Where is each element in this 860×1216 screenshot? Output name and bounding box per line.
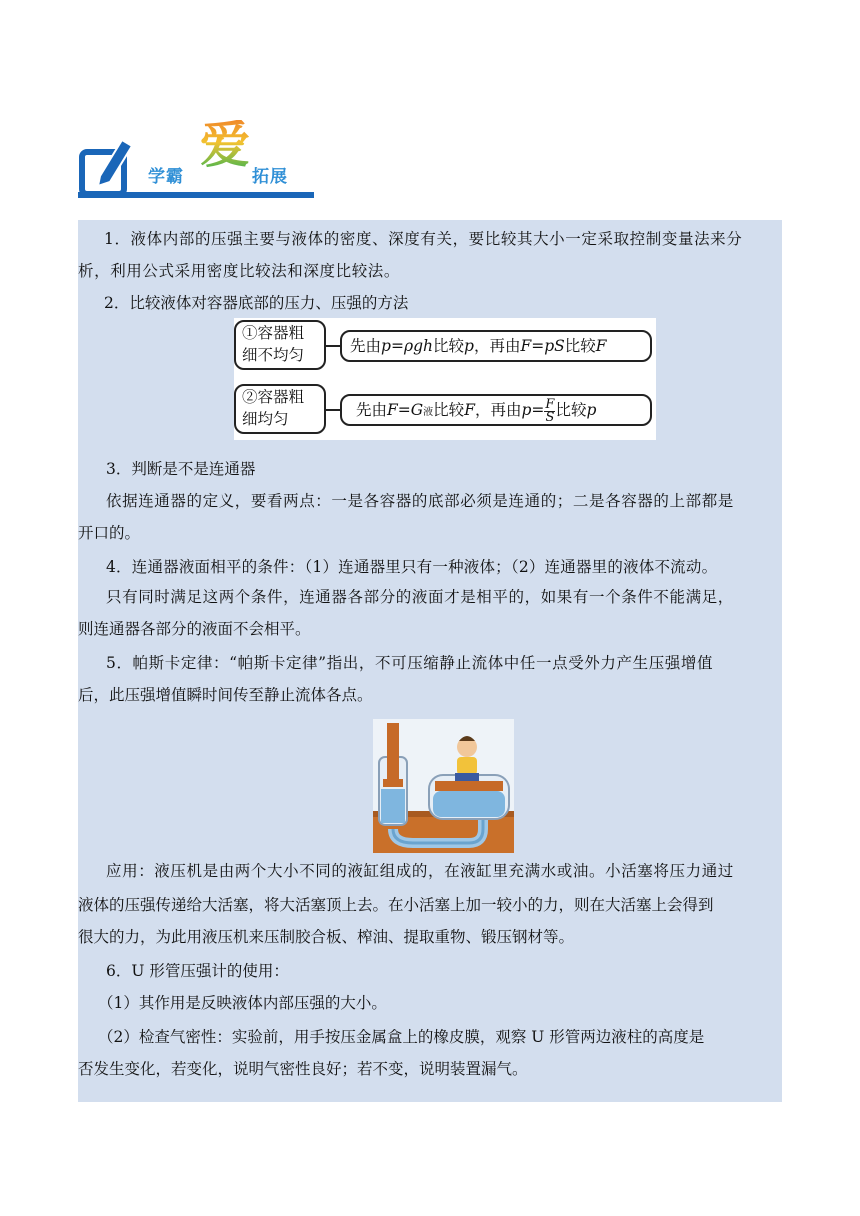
pressure-method-diagram (234, 318, 656, 440)
p3-line2: 开口的。 (78, 524, 141, 542)
p4-line3: 则连通器各部分的液面不会相平。 (78, 620, 311, 638)
p4-line1: 4．连通器液面相平的条件：（1）连通器里只有一种液体；（2）连通器里的液体不流动。 (106, 558, 718, 576)
p2-title: 2．比较液体对容器底部的压力、压强的方法 (104, 294, 409, 312)
edit-icon (78, 118, 314, 200)
p3-title: 3．判断是不是连通器 (106, 460, 256, 478)
case1-connector (326, 345, 340, 347)
p6-item2-line1: （2）检查气密性：实验前，用手按压金属盒上的橡皮膜，观察 U 形管两边液柱的高度是 (98, 1028, 705, 1046)
p6-item1: （1）其作用是反映液体内部压强的大小。 (98, 994, 387, 1012)
header-word-ai: 爱 (200, 116, 250, 174)
p6-item2-line2: 否发生变化，若变化，说明气密性良好；若不变，说明装置漏气。 (78, 1060, 528, 1078)
case2-label-box (234, 384, 326, 434)
header-word-tuozhan: 拓展 (252, 167, 288, 187)
content-panel (78, 220, 782, 1102)
p4-line2: 只有同时满足这两个条件，连通器各部分的液面才是相平的，如果有一个条件不能满足， (106, 588, 734, 606)
p-app-line1: 应用：液压机是由两个大小不同的液缸组成的，在液缸里充满水或油。小活塞将压力通过 (106, 862, 734, 880)
case1-label-line1: ①容器粗 (242, 324, 305, 342)
case2-method-box: 先由F=G液比较F，再由p= $\frac{F}{S}$ 比较p (340, 394, 652, 426)
p1-line1: 1．液体内部的压强主要与液体的密度、深度有关，要比较其大小一定采取控制变量法来分 (104, 230, 743, 248)
p5-line2: 后，此压强增值瞬时间传至静止流体各点。 (78, 686, 373, 704)
p5-line1: 5．帕斯卡定律：“帕斯卡定律”指出，不可压缩静止流体中任一点受外力产生压强增值 (106, 654, 714, 672)
header-word-xueba: 学霸 (148, 167, 184, 187)
case2-connector (326, 409, 340, 411)
case1-method-box: 先由p=ρgh比较p，再由F=pS比较F (340, 330, 652, 362)
case2-label-line2: 细均匀 (242, 410, 289, 428)
section-header (78, 118, 314, 200)
case1-label-box (234, 320, 326, 370)
fraction-F-over-S: $\frac{F}{S}$ (545, 396, 555, 425)
p1-line2: 析，利用公式采用密度比较法和深度比较法。 (78, 262, 401, 280)
p6-title: 6．U 形管压强计的使用： (106, 962, 289, 980)
p3-line1: 依据连通器的定义，要看两点：一是各容器的底部必须是连通的；二是各容器的上部都是 (106, 492, 734, 510)
p-app-line2: 液体的压强传递给大活塞，将大活塞顶上去。在小活塞上加一较小的力，则在大活塞上会得到 (78, 896, 714, 914)
p-app-line3: 很大的力，为此用液压机来压制胶合板、榨油、提取重物、锻压钢材等。 (78, 928, 575, 946)
hydraulic-press-illustration (373, 719, 514, 853)
case1-label-line2: 细不均匀 (242, 346, 305, 364)
case2-label-line1: ②容器粗 (242, 388, 305, 406)
